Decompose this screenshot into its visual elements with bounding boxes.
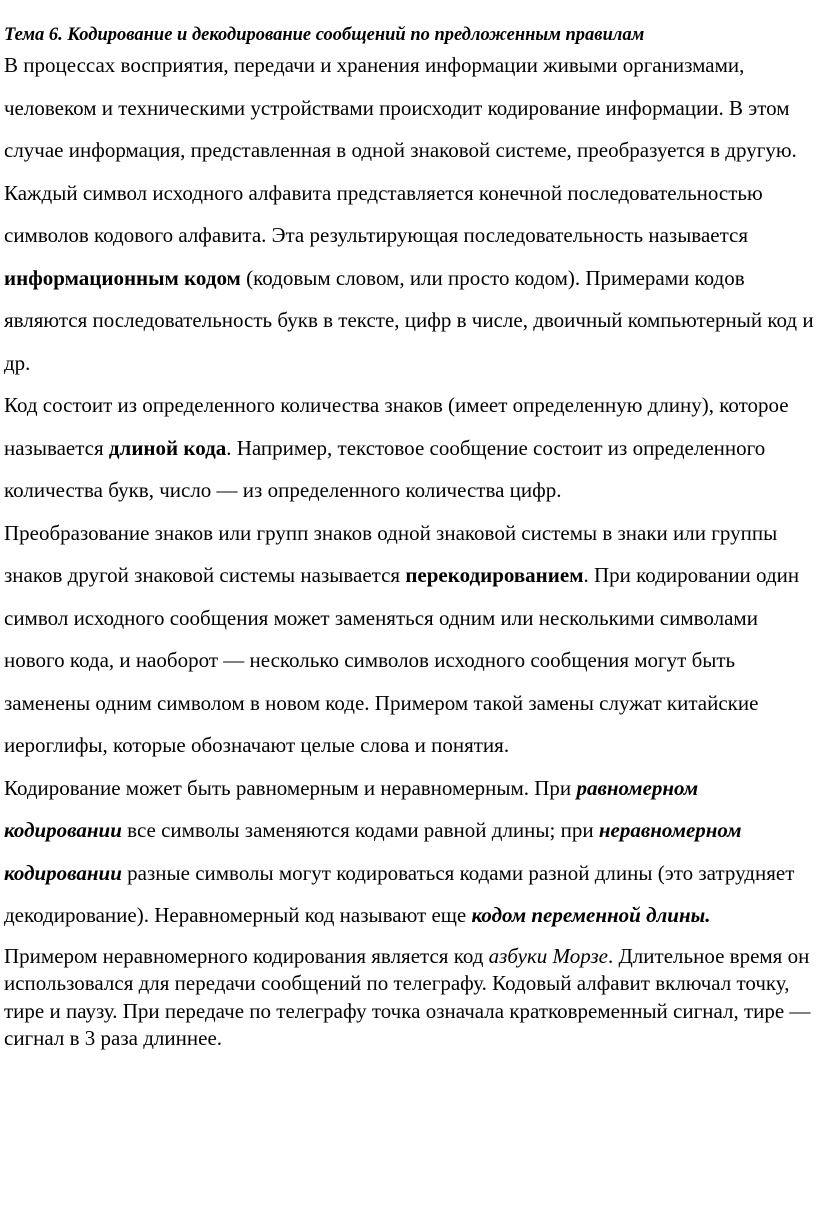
term-morse-alphabet: азбуки Морзе bbox=[488, 943, 608, 968]
paragraph-text: (кодовым словом, или просто кодом). Примерами кодов являются последовательность букв в тексте, цифр в числе, двоичный компьютерный код и др. bbox=[4, 265, 814, 375]
paragraph-text: разные символы могут кодироваться кодами разной длины (это затрудняет декодирование). Неравномерный код называют еще bbox=[4, 860, 795, 927]
paragraph-text: . Например, текстовое сообщение состоит из определенного количества букв, число — из определенного количества цифр. bbox=[4, 435, 766, 502]
paragraph-text: Кодирование может быть равномерным и неравномерным. При bbox=[4, 775, 577, 800]
paragraph-text: В процессах восприятия, передачи и хранения информации живыми организмами, человеком и техническими устройствами происходит кодирование информации. В этом случае информация, представленная в одной знаковой системе, преобразуется в другую. Каждый символ исходного алфавита представляется конечной последовательностью символов кодового алфавита. Эта результирующая последовательность называется bbox=[4, 53, 797, 247]
term-uniform-coding: равномерном кодировании bbox=[4, 775, 699, 842]
term-recoding: перекодированием bbox=[405, 563, 584, 587]
term-variable-length-code: кодом переменной длины. bbox=[471, 903, 711, 927]
paragraph-text: Код состоит из определенного количества знаков (имеет определенную длину), которое называется bbox=[4, 393, 789, 460]
term-information-code: информационным кодом bbox=[4, 265, 241, 290]
paragraph-text: . При кодировании один символ исходного сообщения может заменяться одним или несколькими символами нового кода, и наоборот — несколько символов исходного сообщения могут быть заменены одним символом в новом коде. Примером такой замены служат китайские иероглифы, которые обозначают целые слова и понятия. bbox=[4, 563, 800, 757]
document-body bbox=[4, 0, 814, 1053]
paragraph-code-length bbox=[4, 384, 814, 512]
topic-title: Тема 6. Кодирование и декодирование сообщений по предложенным правилам bbox=[4, 25, 645, 45]
paragraph-coding-intro bbox=[4, 44, 814, 384]
paragraph-text: Примером неравномерного кодирования является код bbox=[4, 943, 489, 968]
term-nonuniform-coding: неравномерном кодировании bbox=[4, 818, 742, 885]
paragraph-uniform-coding bbox=[4, 767, 814, 937]
paragraph-recoding bbox=[4, 512, 814, 767]
paragraph-morse-code bbox=[4, 943, 814, 1053]
paragraph-text: . Длительное время он использовался для передачи сообщений по телеграфу. Кодовый алфавит включал точку, тире и паузу. При передаче по телеграфу точка означала кратковременный сигнал, тире — сигнал в 3 раза длиннее. bbox=[4, 943, 811, 1050]
term-code-length: длиной кода bbox=[108, 435, 227, 460]
paragraph-text: все символы заменяются кодами равной длины; при bbox=[121, 818, 599, 842]
paragraph-text: Преобразование знаков или групп знаков одной знаковой системы в знаки или группы знаков другой знаковой системы называется bbox=[4, 520, 778, 587]
